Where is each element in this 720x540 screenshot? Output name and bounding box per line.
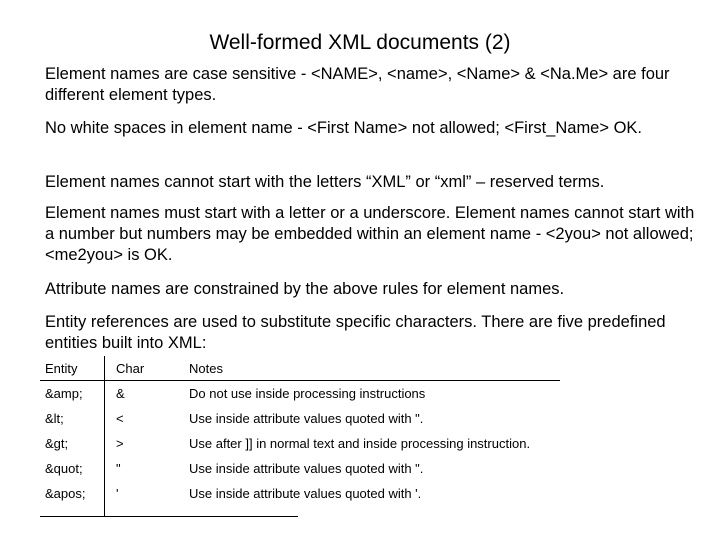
char-cell: > <box>116 436 124 451</box>
notes-cell: Use inside attribute values quoted with ". <box>189 411 424 426</box>
table-row <box>40 481 560 506</box>
notes-cell: Use inside attribute values quoted with ". <box>189 461 424 476</box>
entity-cell: &lt; <box>45 411 64 426</box>
notes-cell: Do not use inside processing instructions <box>189 386 426 401</box>
entity-cell: &apos; <box>45 486 86 501</box>
entity-table <box>40 356 560 506</box>
paragraph-no-white-spaces: No white spaces in element name - <First Name> not allowed; <First_Name> OK. <box>45 119 643 137</box>
table-row <box>40 431 560 456</box>
paragraph-entity-references: Entity references are used to substitute specific characters. There are five predefined entities built into XML: <box>45 313 666 352</box>
paragraph-start-letter: Element names must start with a letter or a underscore. Element names cannot start with a number but numbers may be embedded within an element name - <2you> not allowed; <me2you> is OK. <box>45 204 695 264</box>
table-bottom-rule <box>40 516 298 517</box>
notes-cell: Use after ]] in normal text and inside processing instruction. <box>189 436 531 451</box>
paragraph-attribute-names: Attribute names are constrained by the above rules for element names. <box>45 280 565 298</box>
entity-cell: &amp; <box>45 386 83 401</box>
slide-title: Well-formed XML documents (2) <box>209 31 511 54</box>
char-cell: " <box>116 461 121 476</box>
table-header-row <box>40 356 560 381</box>
entity-cell: &quot; <box>45 461 83 476</box>
header-char: Char <box>116 361 145 376</box>
table-row <box>40 406 560 431</box>
paragraph-case-sensitive: Element names are case sensitive - <NAME>, <name>, <Name> & <Na.Me> are four different element types. <box>45 65 670 104</box>
char-cell: & <box>116 386 125 401</box>
notes-cell: Use inside attribute values quoted with '. <box>189 486 422 501</box>
header-notes: Notes <box>189 361 223 376</box>
entity-cell: &gt; <box>45 436 69 451</box>
paragraph-reserved-xml: Element names cannot start with the letters “XML” or “xml” – reserved terms. <box>45 173 605 191</box>
char-cell: ' <box>116 486 119 501</box>
header-entity: Entity <box>45 361 78 376</box>
char-cell: < <box>116 411 124 426</box>
table-row <box>40 381 560 406</box>
table-row <box>40 456 560 481</box>
